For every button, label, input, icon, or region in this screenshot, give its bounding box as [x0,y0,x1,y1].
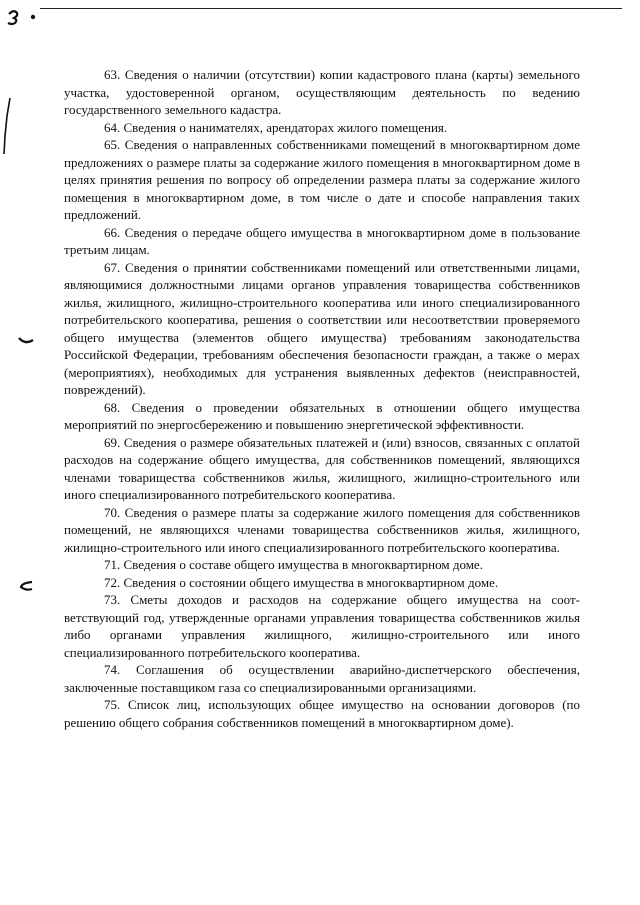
paragraph-65: 65. Сведения о направленных собственниками помещений в многоквартирном доме предложениях о размере платы за содержание жилого помещения в многоквартирном доме в целях принятия решения по вопросу об определении размера платы за содержание жилого помещения в многоквартирном доме, в том числе о дате и способе направления таких предложений. [64,137,580,222]
document-body [64,66,580,731]
margin-speck-mark-2 [18,580,34,592]
margin-stroke-mark [2,96,12,156]
paragraph-66: 66. Сведения о передаче общего имущества в многоквартирном доме в пользование третьим лицам. [64,224,580,257]
paragraph-69: 69. Сведения о размере обязательных платежей и (или) взносов, связанных с оплатой расходов на содержание общего имущества, для собственников помещений, являющихся членами товарищества собственников жилья, жилищного, жилищно-строительного или иного специализированного потребительского кооператива. [64,434,580,502]
top-border-line [40,8,622,9]
paragraph-72: 72. Сведения о состоянии общего имущества в многоквартирном доме. [104,574,499,590]
corner-scan-mark [6,4,40,26]
paragraph-63: 63. Сведения о наличии (отсутствии) копии кадастрового плана (карты) земельного участка, удостоверенной органом, осуществляющим деятельность по ведению государственного земельного кадастра. [64,67,580,117]
margin-speck-mark [18,336,34,346]
paragraph-64: 64. Сведения о нанимателях, арендаторах жилого помещения. [104,119,448,135]
paragraph-75: 75. Список лиц, использующих общее имущество на основании договоров (по решению общего собрания собственников помещений в многоквартирном доме). [64,697,580,730]
paragraph-74: 74. Соглашения об осуществлении аварийно-диспетчерского обеспечения, заключенные поставщиком газа со специализированными организациями. [64,662,580,695]
paragraph-73: 73. Сметы доходов и расходов на содержание общего имущества на соответствующий год, утвержденные органами управления товарищества собственников жилья либо органами управления жилищного, жилищно-строительного или иного специализированного потребительского кооператива. [64,592,580,660]
paragraph-68: 68. Сведения о проведении обязательных в отношении общего имущества мероприятий по энергосбережению и повышению энергетической эффективности. [64,399,580,432]
paragraph-71: 71. Сведения о составе общего имущества в многоквартирном доме. [104,557,483,572]
paragraph-70: 70. Сведения о размере платы за содержание жилого помещения для собственников помещений, не являющихся членами товарищества собственников жилья, жилищного, жилищно-строительного или иного специализированного потребительского кооператива. [64,504,580,555]
paragraph-67: 67. Сведения о принятии собственниками помещений или ответственными лицами, являющимися должностными лицами органов управления товарищества собственников жилья, жилищного, жилищно-строительного кооператива или иного специализированного потребительского кооператива, решения о соответствии или несоответствии проверяемого общего имущества (элементов общего имущества) требованиям законодательства Российской Федерации, требованиям обеспечения безопасности граждан, а также о мерах (мероприятиях), необходимых для устранения выявленных дефектов (неисправностей, повреждений). [64,259,580,397]
